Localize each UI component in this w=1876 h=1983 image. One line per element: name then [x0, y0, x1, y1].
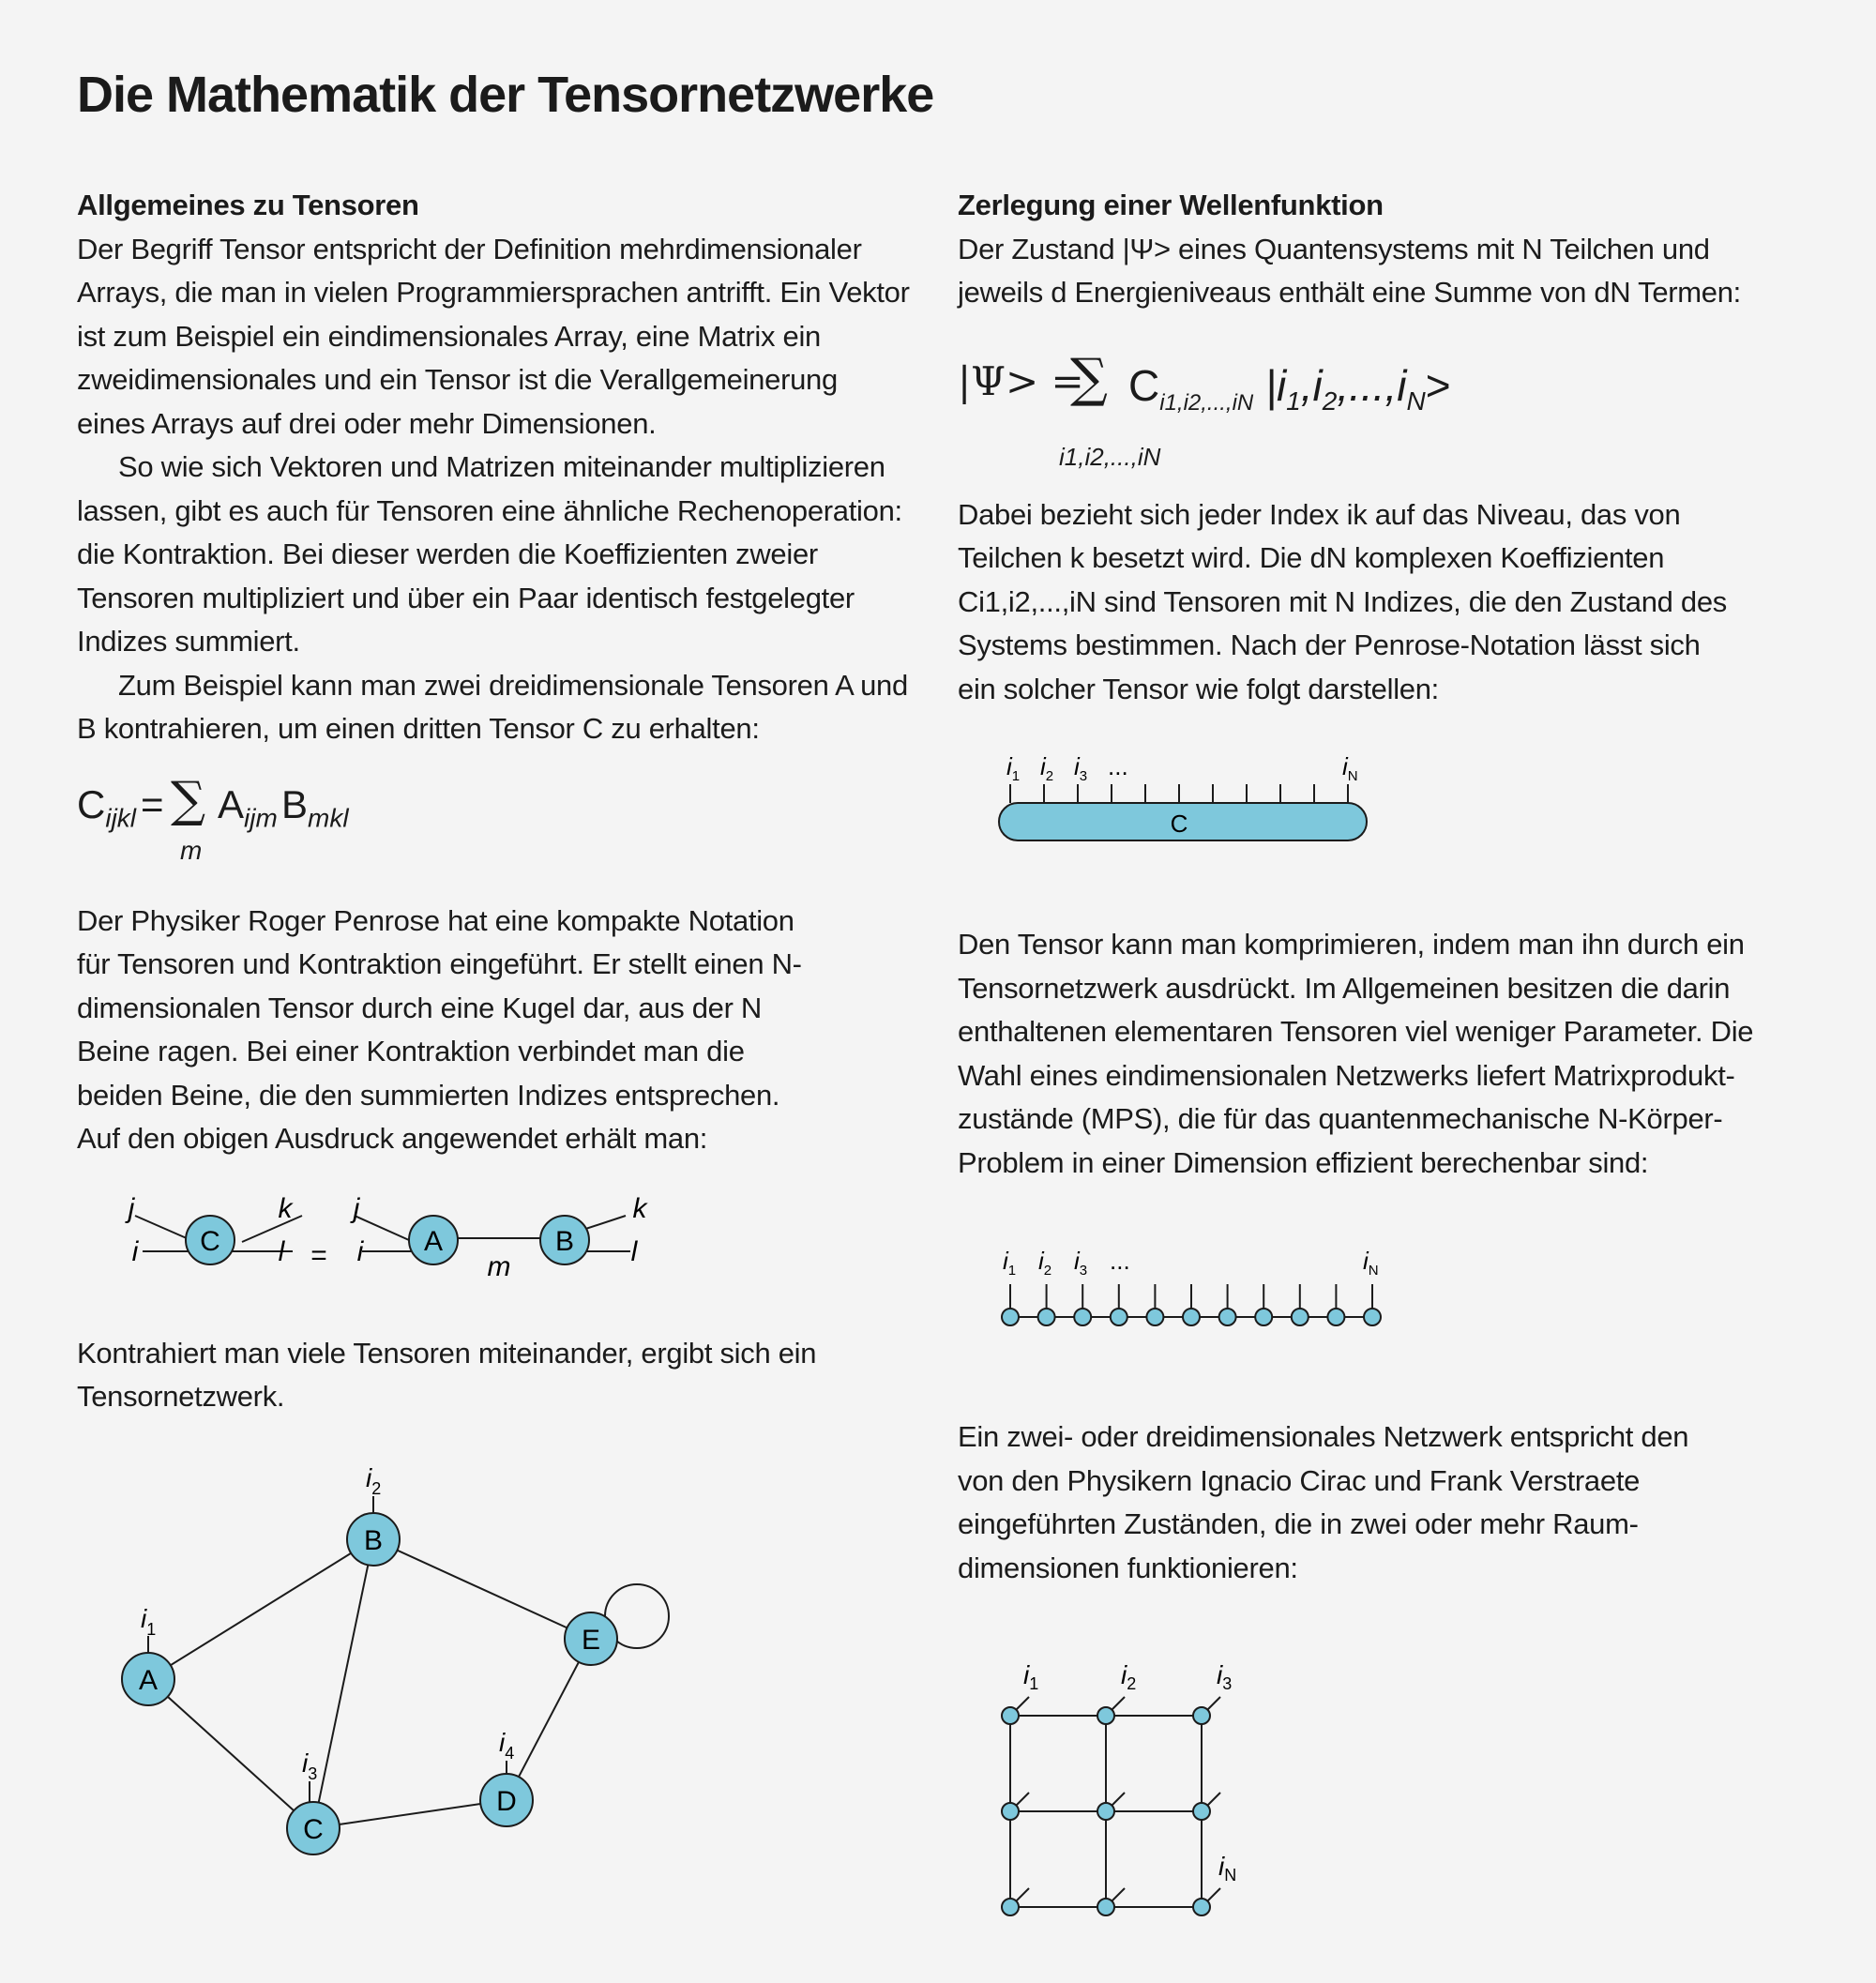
peps-node: [1193, 1899, 1210, 1915]
bar-index-n: $i_N$: [1342, 752, 1358, 784]
peps-index-3: $i_3$: [1217, 1660, 1233, 1693]
label-j-right: j: [353, 1192, 360, 1224]
network-node-b-label: B: [363, 1524, 384, 1556]
bar-legs: [1010, 784, 1348, 803]
wave-coefficient: $C_{i1,i2,...,iN}$: [1128, 360, 1254, 416]
edge-b-e: [373, 1539, 591, 1639]
mps-index-1: $i_1$: [1003, 1247, 1017, 1279]
peps-node: [1193, 1707, 1210, 1724]
peps-node: [1193, 1803, 1210, 1820]
page-title: Die Mathematik der Tensornetzwerke: [77, 67, 934, 123]
node-c-label: C: [200, 1225, 220, 1257]
label-k-left: k: [278, 1192, 293, 1224]
right-paragraph-1: Der Zustand |Ψ> eines Quantensystems mit N Teilchen und jeweils d Energieniveaus enthält eine Summe von dN Termen:: [958, 232, 1741, 309]
left-column: [77, 184, 912, 1913]
label-i-right: i: [356, 1235, 364, 1267]
bar-index-2: $i_2$: [1040, 752, 1054, 784]
peps-legs: [1010, 1697, 1220, 1907]
penrose-contraction-diagram: [77, 1189, 658, 1302]
bar-index-3: $i_3$: [1074, 752, 1088, 784]
mps-index-3: $i_3$: [1074, 1247, 1088, 1279]
label-l-right: l: [630, 1235, 638, 1267]
edge-a-b: [148, 1539, 373, 1679]
mps-node: [1364, 1309, 1381, 1325]
label-i-left: i: [131, 1235, 139, 1267]
label-m: m: [487, 1250, 511, 1282]
right-paragraph-4: Ein zwei- oder dreidimensionales Netzwerk entspricht den von den Physikern Ignacio Cirac und Frank Verstraete eingeführten Zuständen, die in zwei oder mehr Raum-dimensionen funktionieren:: [958, 1420, 1689, 1584]
edge-a-c: [148, 1679, 313, 1828]
peps-node: [1097, 1899, 1114, 1915]
label-k-right: k: [632, 1192, 647, 1224]
wave-ket: $|i_1,i_2,...,i_N>$: [1265, 360, 1451, 416]
peps-node: [1097, 1707, 1114, 1724]
left-paragraph-5: Kontrahiert man viele Tensoren miteinander, ergibt sich ein Tensornetzwerk.: [77, 1336, 817, 1413]
left-paragraph-1: Der Begriff Tensor entspricht der Definition mehrdimensionaler Arrays, die man in vielen Programmiersprachen antrifft. Ein Vektor ist zum Beispiel ein eindimensionales Array, eine Matrix ein zweidimensionales und ein Tensor ist die Verallgemeinerung eines Arrays auf drei oder mehr Dimensionen.: [77, 232, 910, 440]
tensor-bar-diagram: [958, 745, 1389, 857]
network-node-a-label: A: [138, 1664, 159, 1696]
wave-sum-symbol: ∑: [1070, 347, 1108, 409]
psi-lhs: |Ψ> =: [958, 357, 1084, 404]
mps-index-n: $i_N$: [1363, 1247, 1379, 1279]
leg-d-label: $i_4$: [499, 1727, 515, 1763]
mps-node: [1219, 1309, 1236, 1325]
contraction-equals: =: [310, 1239, 327, 1271]
edge-b-c: [313, 1539, 373, 1828]
left-paragraph-3: Zum Beispiel kann man zwei dreidimensionale Tensoren A und B kontrahieren, um einen dritten Tensor C zu erhalten:: [77, 668, 908, 745]
right-heading: Zerlegung einer Wellenfunktion: [958, 189, 1384, 221]
label-l-left: l: [278, 1235, 285, 1267]
peps-index-2: $i_2$: [1121, 1660, 1137, 1693]
node-b-label: B: [554, 1225, 575, 1257]
mps-index-2: $i_2$: [1038, 1247, 1052, 1279]
sum-index: m: [180, 835, 203, 865]
peps-index-n: $i_N$: [1218, 1852, 1237, 1885]
right-column: [958, 184, 1802, 1943]
mps-node: [1146, 1309, 1163, 1325]
edge-c-d: [313, 1800, 507, 1828]
right-paragraph-2: Dabei bezieht sich jeder Index ik auf das Niveau, das von Teilchen k besetzt wird. Die dN komplexen Koeffizienten Ci1,i2,...,iN sind Tensoren mit N Indizes, die den Zustand des Systems bestimmen. Nach der Penrose-Notation lässt sich ein solcher Tensor wie folgt darstellen:: [958, 497, 1727, 705]
right-paragraph-3: Den Tensor kann man komprimieren, indem man ihn durch ein Tensornetzwerk ausdrückt. Im Allgemeinen besitzen die darin enthaltenen elementaren Tensoren viel weniger Parameter. Die Wahl eines eindimensionalen Netzwerks liefert Matrixprodukt-zustände (MPS), die für das quantenmechanische N-Körper-Problem in einer Dimension effizient berechenbar sind:: [958, 928, 1754, 1179]
left-paragraph-4: Der Physiker Roger Penrose hat eine kompakte Notation für Tensoren und Kontraktion eingeführt. Er stellt einen N-dimensionalen Tensor durch eine Kugel dar, aus der N Beine ragen. Bei einer Kontraktion verbindet man die beiden Beine, die den summierten Indizes entsprechen. Auf den obigen Ausdruck angewendet erhält man:: [77, 903, 802, 1155]
leg-a-label: $i_1$: [141, 1603, 157, 1639]
bar-ellipsis: ...: [1108, 752, 1128, 780]
mps-node: [1327, 1309, 1344, 1325]
peps-node: [1002, 1707, 1019, 1724]
mps-node: [1183, 1309, 1200, 1325]
peps-node: [1002, 1803, 1019, 1820]
mps-node: [1292, 1309, 1309, 1325]
mps-node: [1074, 1309, 1091, 1325]
mps-node: [1255, 1309, 1272, 1325]
left-paragraph-2: So wie sich Vektoren und Matrizen miteinander multiplizieren lassen, gibt es auch für Tensoren eine ähnliche Rechenoperation: die Kontraktion. Bei dieser werden die Koeffizienten zweier Tensoren multipliziert und über ein Paar identisch festgelegter Indizes summiert.: [77, 450, 902, 658]
sum-symbol: ∑: [171, 771, 206, 828]
network-node-d-label: D: [496, 1785, 517, 1817]
mps-diagram: [958, 1237, 1389, 1340]
mps-ellipsis: ...: [1110, 1247, 1130, 1275]
tensor-network-diagram: [77, 1434, 677, 1913]
leg-b-label: $i_2$: [366, 1462, 382, 1498]
network-node-c-label: C: [303, 1813, 324, 1845]
mps-nodes: [1002, 1284, 1381, 1325]
leg-k-c: [242, 1216, 302, 1242]
formula-a: $A_{ijm}$: [218, 781, 278, 832]
peps-node: [1097, 1803, 1114, 1820]
wave-sum-index: i1,i2,...,iN: [1059, 442, 1161, 471]
mps-node: [1002, 1309, 1019, 1325]
wavefunction-formula: [958, 347, 1802, 493]
peps-diagram: [958, 1642, 1277, 1943]
peps-index-1: $i_1$: [1023, 1660, 1039, 1693]
label-j-left: j: [128, 1192, 135, 1224]
tensor-bar-label: C: [1170, 810, 1188, 838]
left-heading: Allgemeines zu Tensoren: [77, 189, 419, 221]
formula-lhs: $C_{ijkl}$: [77, 781, 137, 832]
mps-node: [1038, 1309, 1055, 1325]
node-a-label: A: [423, 1225, 444, 1257]
peps-node: [1002, 1899, 1019, 1915]
formula-b: $B_{mkl}$: [281, 781, 349, 832]
bar-index-1: $i_1$: [1006, 752, 1021, 784]
edge-e-d: [507, 1639, 591, 1800]
formula-equals: =: [141, 781, 164, 826]
contraction-formula: [77, 771, 912, 900]
mps-node: [1111, 1309, 1127, 1325]
network-node-e-label: E: [581, 1624, 601, 1656]
leg-c-label: $i_3$: [302, 1748, 318, 1783]
